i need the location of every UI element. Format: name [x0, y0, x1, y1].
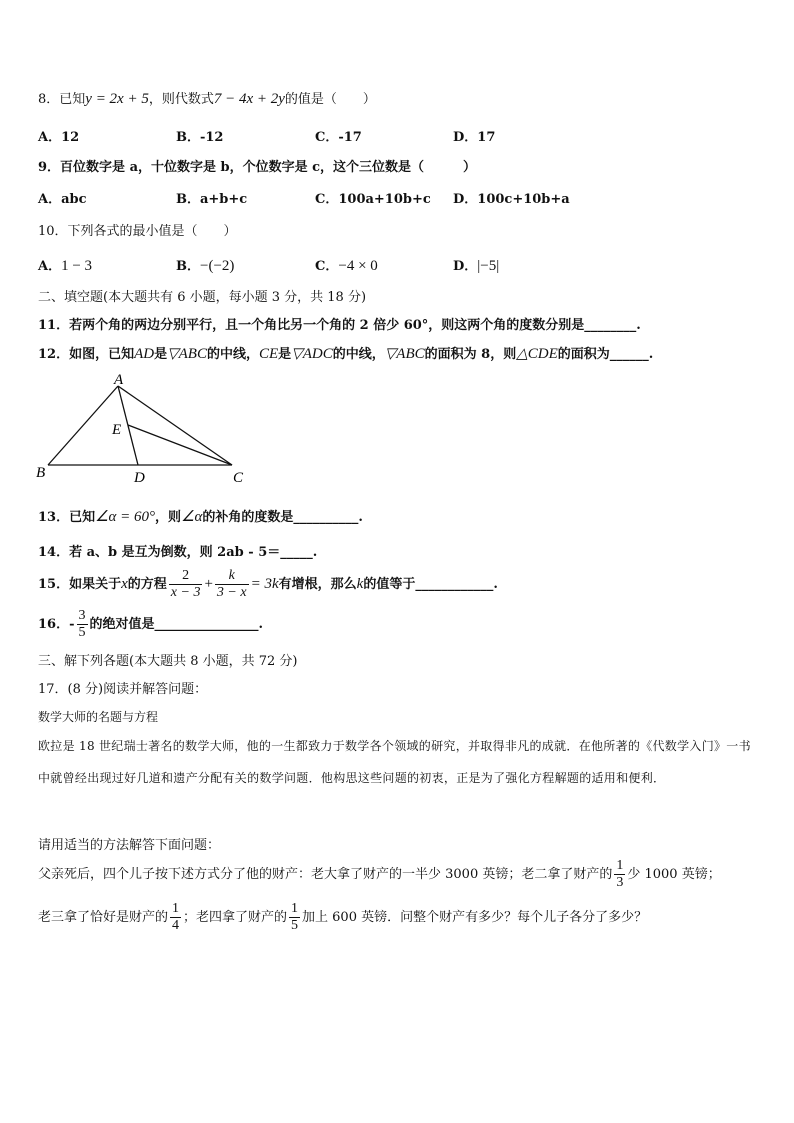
q15-fraction-2 — [215, 568, 249, 601]
q13-angle: ∠α — [181, 509, 203, 525]
question-15 — [38, 568, 498, 601]
q16-fraction — [77, 608, 88, 641]
q17-line1-text-b: 少 1000 英镑； — [627, 867, 721, 882]
q15-fraction-1 — [169, 568, 203, 601]
q16-numerator: 3 — [78, 608, 86, 623]
question-14: 14．若 a、b 是互为倒数，则 2ab - 5＝_____. — [38, 545, 318, 560]
q13-text-1: 13．已知 — [38, 510, 96, 525]
q15-text-1: 15．如果关于 — [38, 577, 122, 592]
q9-option-d: D．100c+10b+a — [453, 192, 570, 207]
question-17-heading: 17．(8 分)阅读并解答问题： — [38, 682, 208, 697]
section-2-heading: 二、填空题(本大题共有 6 小题，每小题 3 分，共 18 分) — [38, 290, 367, 305]
q8-option-b: B．-12 — [176, 130, 224, 145]
q12-cde: △CDE — [516, 346, 558, 362]
q10-option-d-label: D． — [453, 259, 478, 274]
q10-option-c-expr: −4 × 0 — [338, 258, 378, 274]
q9-option-c: C．100a+10b+c — [315, 192, 431, 207]
q9-option-b: B．a+b+c — [176, 192, 248, 207]
q8-option-d: D．17 — [453, 130, 496, 145]
q12-adc: ▽ADC — [291, 346, 333, 362]
triangle-figure — [30, 368, 260, 488]
q10-option-a-expr: 1 − 3 — [61, 258, 93, 274]
q17-f1-numerator: 1 — [616, 858, 624, 873]
q15-text-3: 有增根，那么 — [278, 577, 357, 592]
q15-text-2: 的方程 — [127, 577, 167, 592]
q12-text-6: 的面积为 8，则 — [424, 347, 517, 362]
q10-option-a-label: A． — [38, 259, 62, 274]
q17-story-text: 欧拉是 18 世纪瑞士著名的数学大师，他的一生都致力于数学各个领域的研究，并取得非凡的成就．在他所著的《代数学入门》一书中就曾经出现过好几道和遗产分配有关的数学问题．他构思这些问题的初衷，正是为了强化方程解题的适用和便利． — [38, 739, 751, 785]
q16-text-2: 的绝对值是________________. — [89, 617, 264, 632]
q15-f2-denominator: 3 − x — [216, 585, 247, 600]
q10-option-a — [38, 255, 92, 275]
q10-option-c — [315, 255, 378, 275]
q12-text-2: 是 — [154, 347, 168, 362]
q8-option-a: A．12 — [38, 130, 80, 145]
q15-k: k — [356, 576, 364, 592]
question-10: 10．下列各式的最小值是（ ） — [38, 224, 237, 239]
q17-fraction-one-third — [614, 858, 625, 891]
q13-expression: ∠α = 60° — [95, 509, 156, 525]
q13-text-2: ，则 — [155, 510, 182, 525]
q9-option-a: A．abc — [38, 192, 87, 207]
q17-f1-denominator: 3 — [616, 875, 624, 890]
label-a: A — [114, 372, 124, 388]
q15-plus: + — [204, 576, 213, 592]
q16-denominator: 5 — [78, 625, 86, 640]
q15-x: x — [121, 576, 128, 592]
segment-ab — [48, 386, 118, 465]
q10-option-b — [176, 255, 234, 275]
question-11: 11．若两个角的两边分别平行，且一个角比另一个角的 2 倍少 60°，则这两个角的度数分别是________. — [38, 318, 641, 333]
section-3-heading: 三、解下列各题(本大题共 8 小题，共 72 分) — [38, 654, 298, 669]
q17-line1-text-a: 父亲死后，四个儿子按下述方式分了他的财产：老大拿了财产的一半少 3000 英镑；老二拿了财产的 — [38, 867, 613, 882]
q15-f2-numerator: k — [215, 568, 249, 585]
q17-story-title: 数学大师的名题与方程 — [38, 710, 159, 724]
q15-text-4: 的值等于____________. — [363, 577, 498, 592]
q12-ce: CE — [259, 346, 279, 362]
q10-option-d — [453, 255, 499, 275]
q17-f2-denominator: 4 — [172, 918, 180, 933]
q8-equation: y = 2x + 5 — [85, 91, 149, 107]
question-13 — [38, 506, 363, 526]
q17-line2-text-a: 老三拿了恰好是财产的 — [38, 910, 169, 925]
q10-option-b-label: B． — [176, 259, 200, 274]
q17-f3-denominator: 5 — [291, 918, 299, 933]
q17-line2-text-b: ；老四拿了财产的 — [183, 910, 288, 925]
q8-option-c: C．-17 — [315, 130, 362, 145]
q17-problem-line-2 — [38, 901, 647, 934]
q17-fraction-one-quarter — [170, 901, 181, 934]
q17-line2-text-c: 加上 600 英镑．问整个财产有多少？每个儿子各分了多少？ — [302, 910, 648, 925]
question-16 — [38, 608, 263, 641]
label-c: C — [233, 470, 244, 486]
q12-ad: AD — [134, 346, 155, 362]
q8-number: 8．已知 — [38, 92, 86, 107]
q12-abc-2: ▽ABC — [384, 346, 425, 362]
label-d: D — [134, 470, 145, 486]
q10-option-c-label: C． — [315, 259, 339, 274]
q12-text-1: 12．如图，已知 — [38, 347, 135, 362]
segment-ce — [128, 425, 232, 465]
q12-abc-1: ▽ABC — [167, 346, 207, 362]
question-8 — [38, 88, 376, 108]
question-9: 9．百位数字是 a，十位数字是 b，个位数字是 c，这个三位数是（ ） — [38, 160, 477, 175]
question-12 — [38, 343, 653, 363]
q13-text-3: 的补角的度数是__________. — [202, 510, 363, 525]
q8-expression: 7 − 4x + 2y — [213, 91, 285, 107]
q17-instruction: 请用适当的方法解答下面问题： — [38, 838, 221, 853]
q12-text-7: 的面积为______. — [557, 347, 654, 362]
q8-tail-text: 的值是（ ） — [284, 92, 376, 107]
label-b: B — [36, 465, 46, 481]
q12-text-5: 的中线， — [332, 347, 385, 362]
q12-text-3: 的中线， — [206, 347, 259, 362]
q10-option-b-expr: −(−2) — [200, 258, 235, 274]
q15-rhs: = 3k — [250, 576, 279, 592]
q15-f1-numerator: 2 — [169, 568, 203, 585]
q8-mid-text: ，则代数式 — [148, 92, 214, 107]
label-e: E — [112, 422, 122, 438]
q17-f3-numerator: 1 — [291, 901, 299, 916]
q17-fraction-one-fifth — [289, 901, 300, 934]
q15-f1-denominator: x − 3 — [170, 585, 201, 600]
q17-f2-numerator: 1 — [172, 901, 180, 916]
q17-problem-line-1 — [38, 858, 721, 891]
q16-text-1: 16．- — [38, 617, 75, 632]
q10-option-d-expr: |−5| — [477, 258, 500, 274]
q12-text-4: 是 — [278, 347, 292, 362]
